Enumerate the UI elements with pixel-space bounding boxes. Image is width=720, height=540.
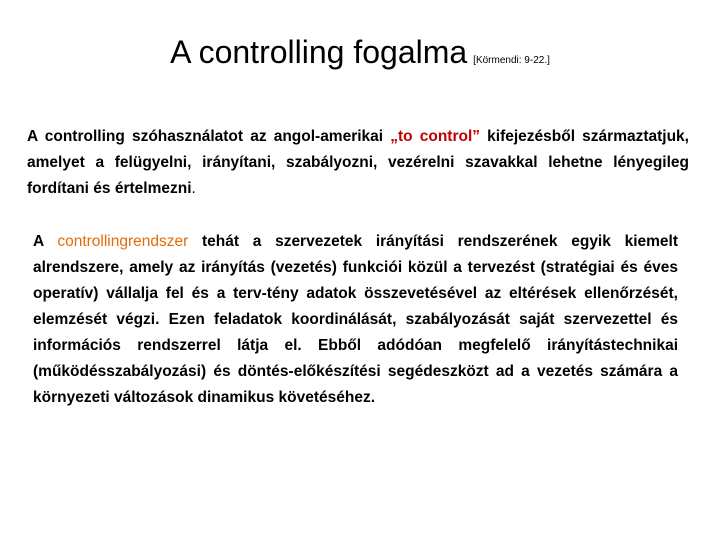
paragraph1-period: .: [191, 180, 196, 197]
paragraph2-lead: A: [33, 233, 58, 250]
paragraph1-text-start: A controlling szóhasználatot az angol-amerikai: [27, 128, 391, 145]
slide-title: A controlling fogalma: [170, 34, 468, 70]
paragraph-definition: [27, 124, 689, 202]
paragraph1-text-end: kifejezésből származtatjuk, amelyet a felügyelni, irányítani, szabályozni, vezérelni szavakkal lehetne lényegileg fordítani és értelmezni: [27, 128, 689, 197]
paragraph-controlling-system: [33, 229, 678, 411]
source-reference: [Körmendi: 9-22.]: [473, 55, 550, 66]
paragraph2-body: tehát a szervezetek irányítási rendszerének egyik kiemelt alrendszere, amely az irányítás (vezetés) funkciói közül a tervezést (stratégiai és éves operatív) vállalja fel és a terv-tény adatok összevetésével az eltérések ellenőrzését, elemzését végzi. Ezen feladatok koordinálását, szabályozását saját szervezettel és információs rendszerrel látja el. Ebből adódóan megfelelő irányítástechnikai (működésszabályozási) és döntés-előkészítési segédeszközt ad a vezetés számára a környezeti változások dinamikus követéséhez.: [33, 233, 678, 406]
quote-to-control: „to control”: [390, 128, 481, 145]
highlight-controllingrendszer: controllingrendszer: [57, 233, 189, 250]
slide-title-row: [0, 34, 720, 71]
